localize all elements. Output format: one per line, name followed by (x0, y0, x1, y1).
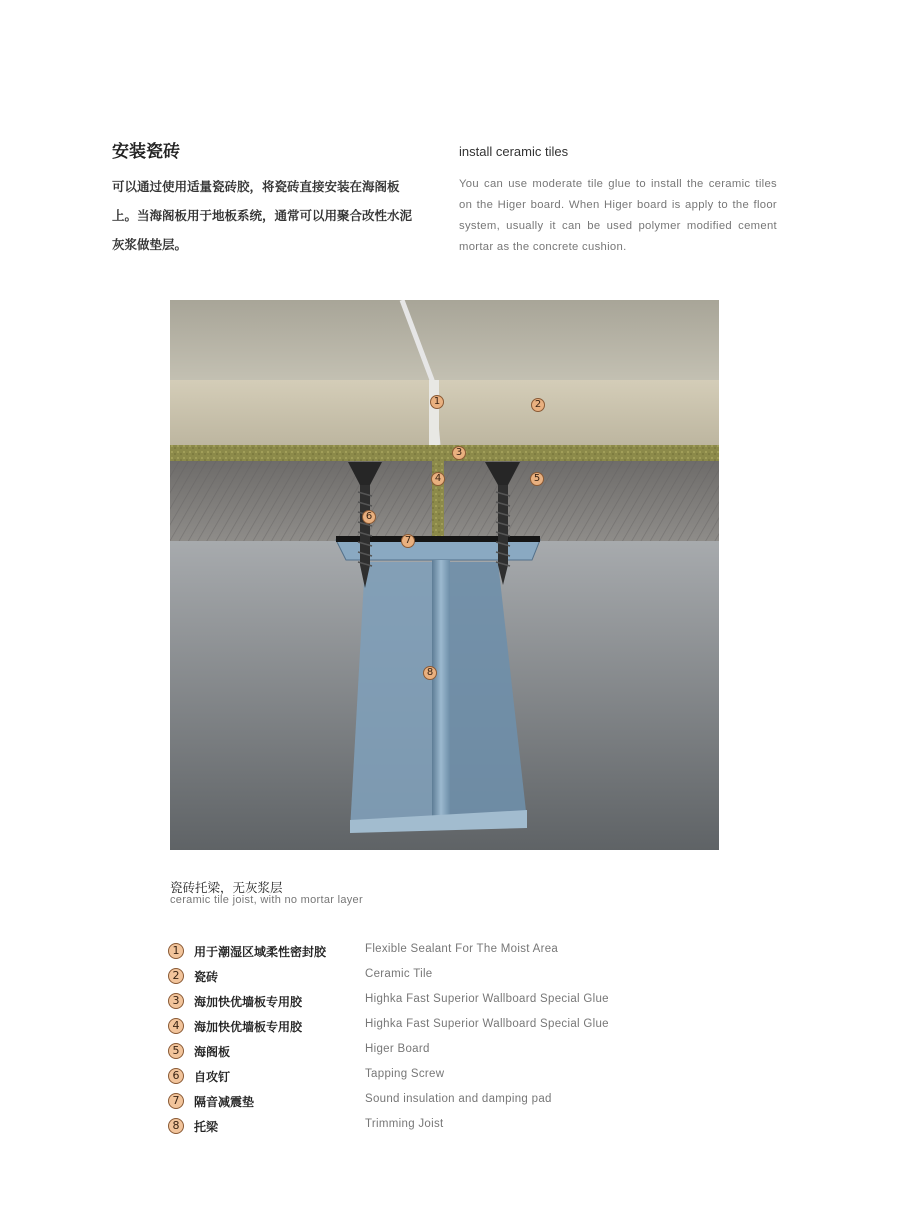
section-body-cn: 可以通过使用适量瓷砖胶，将瓷砖直接安装在海阁板上。当海阁板用于地板系统，通常可以用聚合改性水泥灰浆做垫层。 (112, 179, 413, 252)
joist-web (432, 560, 450, 820)
legend-label-en: Highka Fast Superior Wallboard Special Glue (365, 1018, 609, 1030)
legend-item (168, 1041, 688, 1066)
figure-caption-en: ceramic tile joist, with no mortar layer (170, 894, 363, 906)
marker-3: 3 (452, 446, 466, 460)
legend-label-cn: 海阁板 (194, 1045, 231, 1059)
legend-item (168, 966, 688, 991)
section-title-en: install ceramic tiles (459, 144, 569, 159)
legend-label-en: Tapping Screw (365, 1068, 445, 1080)
legend-number: 2 (168, 968, 184, 984)
glue-strip (170, 445, 719, 461)
marker-1: 1 (430, 395, 444, 409)
legend-label-en: Highka Fast Superior Wallboard Special Glue (365, 993, 609, 1005)
higer-board-hatch (170, 461, 719, 541)
legend-item (168, 1066, 688, 1091)
section-title-cn: 安装瓷砖 (112, 142, 180, 162)
legend-label-cn: 托梁 (194, 1120, 219, 1134)
legend-number: 5 (168, 1043, 184, 1059)
legend-item (168, 1091, 688, 1116)
marker-4: 4 (431, 472, 445, 486)
legend-item (168, 1116, 688, 1141)
legend-label-cn: 瓷砖 (194, 970, 219, 984)
legend-number: 6 (168, 1068, 184, 1084)
section-body-en: You can use moderate tile glue to install the ceramic tiles on the Higer board. When Higer board is apply to the floor system, usually it can be used polymer modified cement mortar as the concrete cushion. (459, 178, 777, 253)
installation-diagram-svg (170, 300, 719, 850)
legend-label-cn: 自攻钉 (194, 1070, 231, 1084)
legend-item (168, 1016, 688, 1041)
legend-label-en: Trimming Joist (365, 1118, 444, 1130)
legend-label-cn: 用于潮湿区域柔性密封胶 (194, 945, 327, 959)
ceramic-tile-layer (170, 300, 719, 380)
marker-8: 8 (423, 666, 437, 680)
legend-label-en: Sound insulation and damping pad (365, 1093, 552, 1105)
legend-label-cn: 海加快优墙板专用胶 (194, 1020, 303, 1034)
marker-5: 5 (530, 472, 544, 486)
figure-caption-cn: 瓷砖托梁，无灰浆层 (170, 880, 283, 895)
installation-diagram (170, 300, 719, 850)
legend-label-en: Flexible Sealant For The Moist Area (365, 943, 559, 955)
legend-label-cn: 海加快优墙板专用胶 (194, 995, 303, 1009)
marker-7: 7 (401, 534, 415, 548)
legend-label-en: Ceramic Tile (365, 968, 433, 980)
marker-2: 2 (531, 398, 545, 412)
legend-number: 8 (168, 1118, 184, 1134)
legend (168, 941, 688, 1141)
legend-number: 3 (168, 993, 184, 1009)
legend-label-en: Higer Board (365, 1043, 430, 1055)
legend-label-cn: 隔音减震垫 (194, 1095, 255, 1109)
legend-number: 7 (168, 1093, 184, 1109)
tile-board-layer (170, 380, 719, 445)
sealant-joint (429, 380, 439, 445)
marker-6: 6 (362, 510, 376, 524)
legend-number: 4 (168, 1018, 184, 1034)
legend-item (168, 941, 688, 966)
legend-number: 1 (168, 943, 184, 959)
legend-item (168, 991, 688, 1016)
